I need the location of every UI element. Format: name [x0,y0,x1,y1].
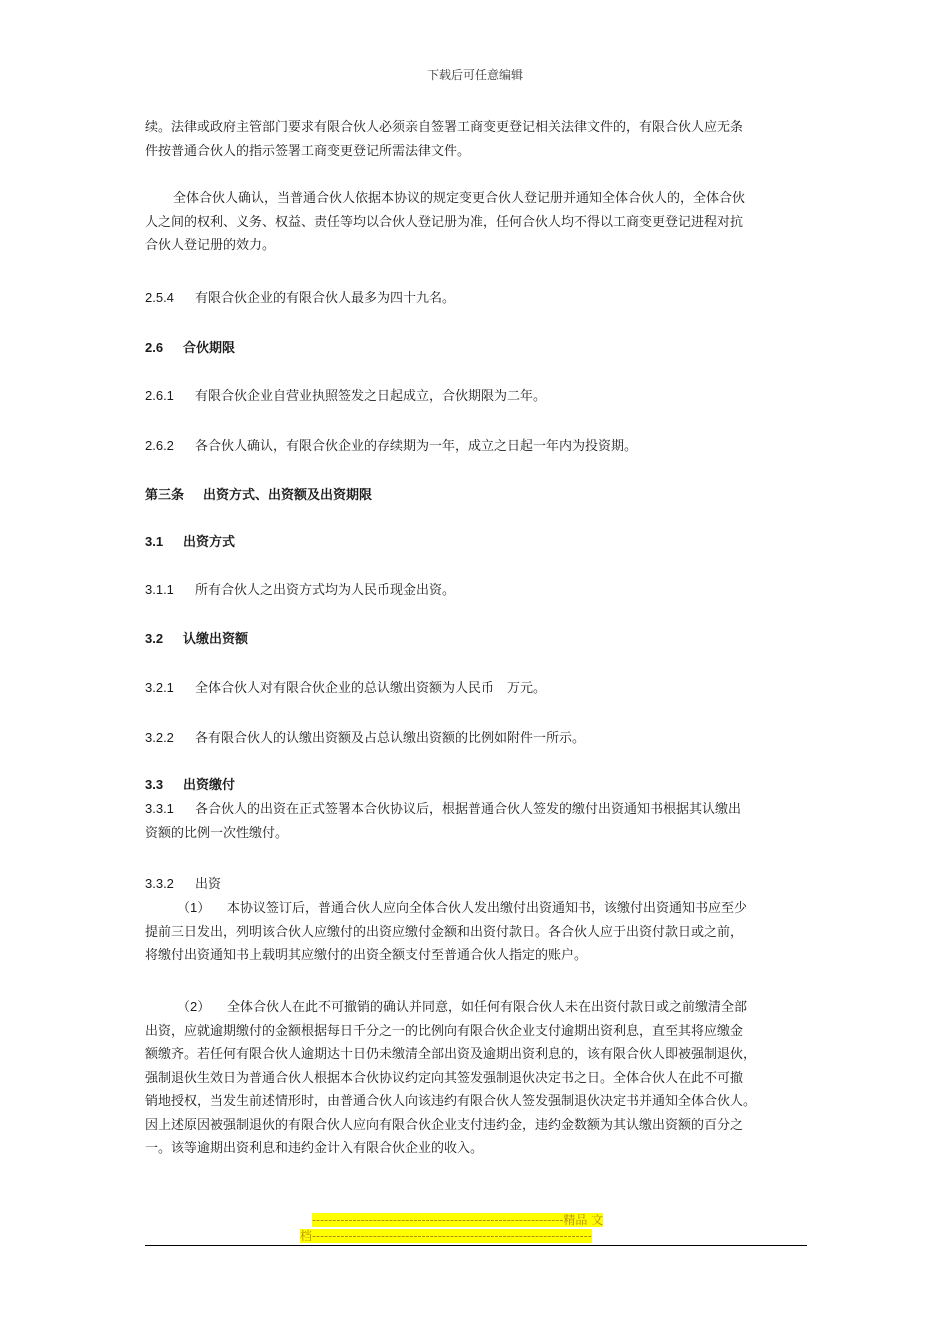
clause-3-1-1 [145,578,810,603]
footer-watermark-2 [300,1228,650,1244]
heading-text: 认缴出资额 [183,631,249,646]
text-line: 将缴付出资通知书上载明其应缴付的出资全额支付至普通合伙人指定的账户。 [145,948,588,963]
heading-3-3 [145,773,810,797]
text-line: 件按普通合伙人的指示签署工商变更登记所需法律文件。 [145,143,471,159]
heading-3-2 [145,627,810,651]
heading-3-1 [145,530,810,554]
item-number: （2） [177,999,211,1014]
clause-3-2-1 [145,676,810,701]
clause-3-3-1 [145,797,810,845]
paragraph-continuation [145,116,810,163]
clause-number: 3.3.1 [145,801,174,816]
text-line: 强制退伙生效日为普通合伙人根据本合伙协议约定向其签发强制退伙决定书之日。全体合伙人在此不可撤 [145,1070,744,1086]
text-line: 一。该等逾期出资利息和违约金计入有限合伙企业的收入。 [145,1141,484,1156]
text-line: 续。法律或政府主管部门要求有限合伙人必须亲自签署工商变更登记相关法律文件的，有限合伙人应无条 [145,120,744,135]
clause-text: 所有合伙人之出资方式均为人民币现金出资。 [195,583,456,598]
clause-number: 2.6.2 [145,438,174,453]
text-line: 销地授权，当发生前述情形时，由普通合伙人向该违约有限合伙人签发强制退伙决定书并通知全体合伙人。 [145,1094,757,1109]
item-2 [145,995,810,1161]
clause-text: 有限合伙企业自营业执照签发之日起成立，合伙期限为二年。 [195,389,547,404]
heading-number: 3.3 [145,777,164,792]
footer-watermark [312,1212,662,1228]
footer-divider [145,1245,807,1246]
text-line: 出资，应就逾期缴付的金额根据每日千分之一的比例向有限合伙企业支付逾期出资利息，直至其将应缴金 [145,1023,744,1039]
text-line: 因上述原因被强制退伙的有限合伙人应向有限合伙企业支付违约金，违约金数额为其认缴出资额的百分之 [145,1117,744,1133]
text-line: 人之间的权利、义务、权益、责任等均以合伙人登记册为准，任何合伙人均不得以工商变更登记进程对抗 [145,214,744,230]
heading-number: 2.6 [145,340,164,355]
clause-text: 各合伙人的出资在正式签署本合伙协议后，根据普通合伙人签发的缴付出资通知书根据其认缴出 [195,802,742,817]
footer-line: 档--------------------------------------------------------------------- [300,1229,592,1243]
clause-text: 各合伙人确认，有限合伙企业的存续期为一年，成立之日起一年内为投资期。 [195,439,638,454]
article-3-heading [145,483,810,507]
clause-number: 3.2.1 [145,680,174,695]
article-title: 出资方式、出资额及出资期限 [203,487,373,502]
heading-text: 出资缴付 [183,777,236,792]
text-line: 资额的比例一次性缴付。 [145,825,289,841]
item-1 [145,896,810,968]
heading-number: 3.2 [145,631,164,646]
text-line: 额缴齐。若任何有限合伙人逾期达十日仍未缴清全部出资及逾期出资利息的，该有限合伙人即被强制退伙， [145,1047,757,1062]
clause-text: 全体合伙人对有限合伙企业的总认缴出资额为人民币 万元。 [195,681,547,696]
page-header: 下载后可任意编辑 [426,68,523,82]
clause-2-6-2 [145,434,810,459]
footer-line: --------------------------------------------------------------精品 文 [312,1213,604,1227]
text-line: 全体合伙人确认，当普通合伙人依据本协议的规定变更合伙人登记册并通知全体合伙人的，全体合伙 [173,191,746,206]
clause-text: 有限合伙企业的有限合伙人最多为四十九名。 [195,291,456,306]
clause-number: 2.5.4 [145,290,174,305]
heading-number: 3.1 [145,534,164,549]
article-number: 第三条 [145,487,185,502]
item-text: 全体合伙人在此不可撤销的确认并同意，如任何有限合伙人未在出资付款日或之前缴清全部 [227,1000,748,1015]
clause-text: 各有限合伙人的认缴出资额及占总认缴出资额的比例如附件一所示。 [195,731,586,746]
paragraph-confirmation [145,187,810,258]
clause-3-3-2 [145,872,810,897]
clause-number: 3.1.1 [145,582,174,597]
text-line: 合伙人登记册的效力。 [145,238,276,253]
clause-number: 2.6.1 [145,388,174,403]
text-line: 提前三日发出，列明该合伙人应缴付的出资应缴付金额和出资付款日。各合伙人应于出资付款日或之前， [145,924,744,940]
heading-text: 出资方式 [183,534,236,549]
clause-number: 3.2.2 [145,730,174,745]
clause-3-2-2 [145,726,810,751]
clause-2-5-4 [145,286,810,311]
item-number: （1） [177,900,211,915]
clause-text: 出资 [195,877,222,892]
heading-2-6 [145,336,810,360]
clause-number: 3.3.2 [145,876,174,891]
heading-text: 合伙期限 [183,340,236,355]
item-text: 本协议签订后，普通合伙人应向全体合伙人发出缴付出资通知书，该缴付出资通知书应至少 [227,901,748,916]
clause-2-6-1 [145,384,810,409]
